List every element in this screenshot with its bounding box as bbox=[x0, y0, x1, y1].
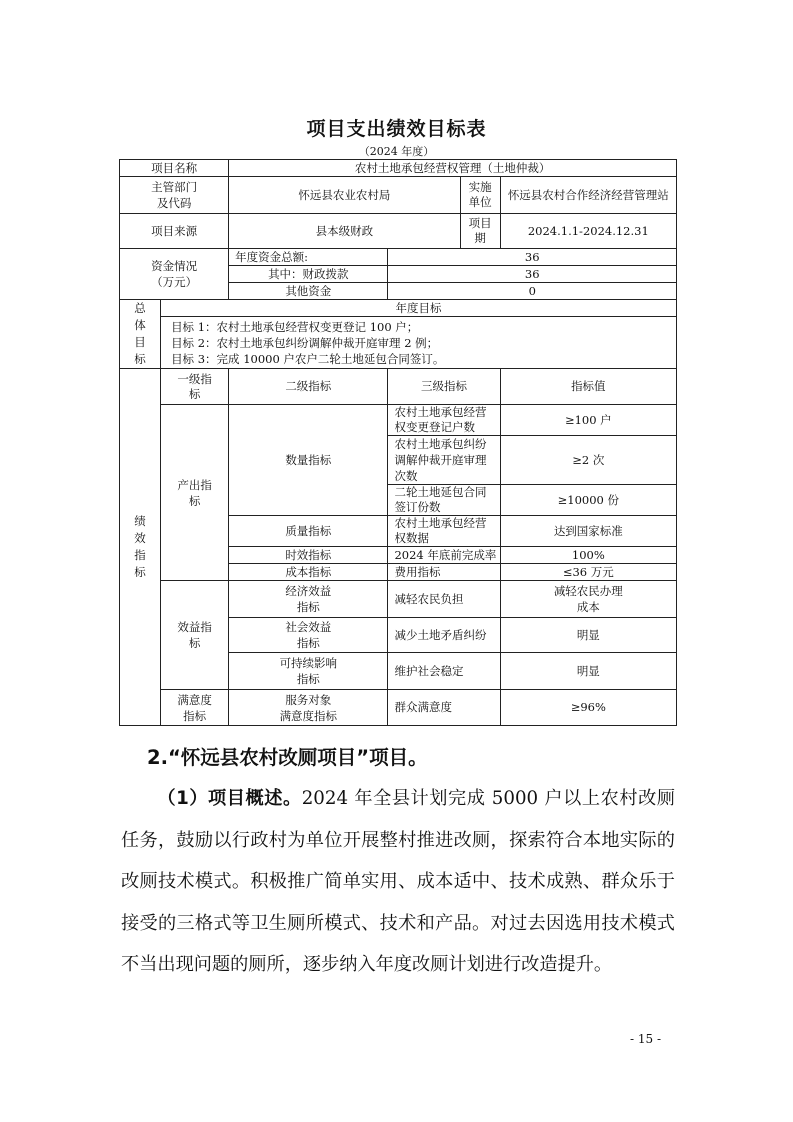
indicator-name: 2024 年底前完成率 bbox=[388, 547, 500, 564]
indicator-name: 减少土地矛盾纠纷 bbox=[388, 618, 500, 653]
sustainable-impact-label: 可持续影响 指标 bbox=[229, 653, 388, 690]
economic-benefit-label: 经济效益 指标 bbox=[229, 581, 388, 618]
indicator-value: 明显 bbox=[500, 653, 676, 690]
indicator-name: 农村土地承包纠纷调解仲裁开庭审理次数 bbox=[388, 436, 500, 485]
funds-total-value: 36 bbox=[388, 249, 677, 266]
header-level2: 二级指标 bbox=[229, 369, 388, 405]
indicator-value: ≥2 次 bbox=[500, 436, 676, 485]
goal-item: 目标 3：完成 10000 户农户二轮土地延包合同签订。 bbox=[171, 351, 445, 366]
indicator-value: 达到国家标准 bbox=[500, 516, 676, 547]
header-level1: 一级指 标 bbox=[161, 369, 229, 405]
project-name-value: 农村土地承包经营权管理（土地仲裁） bbox=[229, 160, 677, 177]
indicator-name: 农村土地承包经营权数据 bbox=[388, 516, 500, 547]
quality-indicator-label: 质量指标 bbox=[229, 516, 388, 547]
dept-label: 主管部门 及代码 bbox=[120, 177, 229, 214]
funds-other-label: 其他资金 bbox=[229, 283, 388, 300]
paragraph-body: 2024 年全县计划完成 5000 户以上农村改厕任务，鼓励以行政村为单位开展整村推进改厕，探索符合本地实际的改厕技术模式。积极推广简单实用、成本适中、技术成熟、群众乐于接受的三格式等卫生厕所模式、技术和产品。对过去因选用技术模式不当出现问题的厕所，逐步纳入年度改厕计划进行改造提升。 bbox=[121, 788, 676, 975]
benefit-indicator-label: 效益指 标 bbox=[161, 581, 229, 690]
header-level3: 三级指标 bbox=[388, 369, 500, 405]
indicator-name: 费用指标 bbox=[388, 564, 500, 581]
source-value: 县本级财政 bbox=[229, 214, 460, 249]
funds-fiscal-value: 36 bbox=[388, 266, 677, 283]
indicator-value: 100% bbox=[500, 547, 676, 564]
time-indicator-label: 时效指标 bbox=[229, 547, 388, 564]
page-title: 项目支出绩效目标表 bbox=[306, 118, 487, 140]
period-label: 项目期 bbox=[460, 214, 500, 249]
indicator-name: 二轮土地延包合同签订份数 bbox=[388, 485, 500, 516]
project-name-label: 项目名称 bbox=[120, 160, 229, 177]
impl-label: 实施单位 bbox=[460, 177, 500, 214]
header-value: 指标值 bbox=[500, 369, 676, 405]
source-label: 项目来源 bbox=[120, 214, 229, 249]
indicator-value: ≥100 户 bbox=[500, 405, 676, 436]
annual-goal-label: 年度目标 bbox=[161, 300, 677, 317]
indicator-value: 明显 bbox=[500, 618, 676, 653]
section-heading: 2.“怀远县农村改厕项目”项目。 bbox=[147, 746, 428, 769]
performance-goal-table bbox=[119, 159, 677, 726]
indicator-value: 减轻农民办理 成本 bbox=[500, 581, 676, 618]
table-year: （2024 年度） bbox=[358, 145, 435, 158]
satisfaction-indicator-label: 满意度 指标 bbox=[161, 690, 229, 726]
annual-goals bbox=[161, 317, 677, 369]
dept-value: 怀远县农业农村局 bbox=[229, 177, 460, 214]
paragraph-lead: （1）项目概述。 bbox=[157, 788, 302, 809]
indicator-value: ≤36 万元 bbox=[500, 564, 676, 581]
funds-total-label: 年度资金总额: bbox=[229, 249, 388, 266]
impl-value: 怀远县农村合作经济经营管理站 bbox=[500, 177, 676, 214]
social-benefit-label: 社会效益 指标 bbox=[229, 618, 388, 653]
indicator-name: 维护社会稳定 bbox=[388, 653, 500, 690]
page-number: - 15 - bbox=[630, 1032, 662, 1046]
funds-fiscal-label: 其中：财政拨款 bbox=[229, 266, 388, 283]
indicator-name: 减轻农民负担 bbox=[388, 581, 500, 618]
output-indicator-label: 产出指 标 bbox=[161, 405, 229, 581]
goal-item: 目标 2：农村土地承包纠纷调解仲裁开庭审理 2 例； bbox=[171, 335, 439, 350]
indicator-value: ≥10000 份 bbox=[500, 485, 676, 516]
performance-indicator-label: 绩 效 指 标 bbox=[120, 369, 161, 726]
quantity-indicator-label: 数量指标 bbox=[229, 405, 388, 516]
cost-indicator-label: 成本指标 bbox=[229, 564, 388, 581]
service-satisfaction-label: 服务对象 满意度指标 bbox=[229, 690, 388, 726]
indicator-value: ≥96% bbox=[500, 690, 676, 726]
period-value: 2024.1.1-2024.12.31 bbox=[500, 214, 676, 249]
funds-label: 资金情况 （万元） bbox=[120, 249, 229, 300]
section-paragraph bbox=[121, 778, 675, 986]
funds-other-value: 0 bbox=[388, 283, 677, 300]
indicator-name: 群众满意度 bbox=[388, 690, 500, 726]
goal-item: 目标 1：农村土地承包经营权变更登记 100 户； bbox=[171, 319, 419, 334]
indicator-name: 农村土地承包经营权变更登记户数 bbox=[388, 405, 500, 436]
overall-goal-label: 总 体 目 标 bbox=[120, 300, 161, 369]
